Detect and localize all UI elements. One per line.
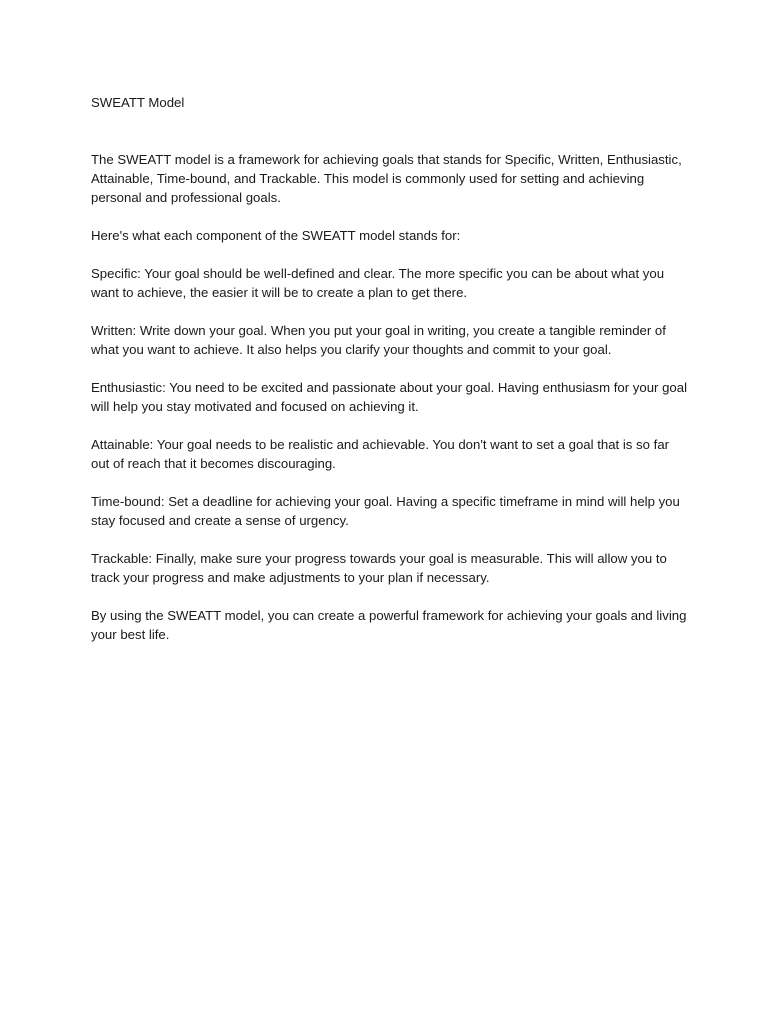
spacer	[91, 359, 691, 378]
spacer	[91, 302, 691, 321]
paragraph-attainable: Attainable: Your goal needs to be realistic and achievable. You don't want to set a goal that is so far out of reach that it becomes discouraging.	[91, 437, 670, 471]
spacer	[91, 245, 691, 264]
document-body	[91, 93, 691, 644]
spacer	[91, 473, 691, 492]
spacer	[91, 207, 691, 226]
paragraph-written: Written: Write down your goal. When you put your goal in writing, you create a tangible reminder of what you want to achieve. It also helps you clarify your thoughts and commit to your goal.	[91, 323, 666, 357]
paragraph-specific: Specific: Your goal should be well-defined and clear. The more specific you can be about what you want to achieve, the easier it will be to create a plan to get there.	[91, 266, 665, 300]
paragraph-intro: The SWEATT model is a framework for achieving goals that stands for Specific, Written, Enthusiastic, Attainable, Time-bound, and Trackable. This model is commonly used for setting and achieving personal and professional goals.	[91, 152, 682, 205]
paragraph-trackable: Trackable: Finally, make sure your progress towards your goal is measurable. This will allow you to track your progress and make adjustments to your plan if necessary.	[91, 551, 667, 585]
paragraph-components-heading: Here's what each component of the SWEATT model stands for:	[91, 228, 461, 243]
paragraph-enthusiastic: Enthusiastic: You need to be excited and passionate about your goal. Having enthusiasm for your goal will help you stay motivated and focused on achieving it.	[91, 380, 688, 414]
spacer	[91, 587, 691, 606]
paragraph-conclusion: By using the SWEATT model, you can create a powerful framework for achieving your goals and living your best life.	[91, 608, 687, 642]
paragraph-time-bound: Time-bound: Set a deadline for achieving your goal. Having a specific timeframe in mind will help you stay focused and create a sense of urgency.	[91, 494, 680, 528]
spacer	[91, 530, 691, 549]
document-title: SWEATT Model	[91, 95, 185, 110]
spacer	[91, 112, 691, 150]
spacer	[91, 416, 691, 435]
